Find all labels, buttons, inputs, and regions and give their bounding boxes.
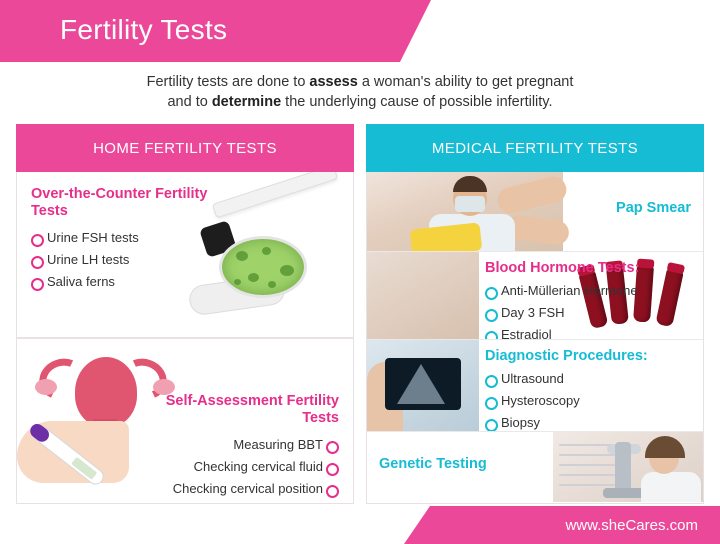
intro-emphasis-assess: assess — [309, 74, 358, 90]
row-blood-hormone-tests — [367, 252, 703, 340]
list-item: Saliva ferns — [31, 272, 211, 291]
column-header-medical: MEDICAL FERTILITY TESTS — [366, 124, 704, 172]
pap-smear-photo — [367, 172, 563, 251]
microscope-icon — [615, 442, 631, 494]
blood-hormone-list — [485, 281, 639, 340]
intro-line-2-part-1: and to — [167, 94, 212, 110]
list-item: Measuring BBT — [139, 435, 339, 454]
ovary-left-icon — [35, 379, 57, 395]
page-footer — [0, 506, 720, 544]
otc-list — [31, 228, 211, 291]
content-columns — [16, 124, 704, 504]
face-mask-icon — [455, 196, 485, 212]
test-stick-icon — [212, 172, 338, 218]
section-self-assessment — [16, 338, 354, 504]
diagnostic-heading: Diagnostic Procedures: — [485, 348, 648, 364]
column-medical-fertility-tests — [366, 124, 704, 504]
list-item: Urine LH tests — [31, 250, 211, 269]
intro-line-1-part-1: Fertility tests are done to — [146, 74, 310, 90]
column-home-fertility-tests — [16, 124, 354, 504]
genetic-testing-text-block — [379, 456, 487, 473]
list-item: Checking cervical position — [139, 479, 339, 498]
otc-text-block — [31, 186, 211, 291]
medical-panel — [366, 172, 704, 504]
row-pap-smear — [367, 172, 703, 252]
list-item: Checking cervical fluid — [139, 457, 339, 476]
blood-test-photo — [367, 252, 479, 339]
footer-website-url[interactable]: www.sheCares.com — [565, 517, 698, 534]
list-item: Ultrasound — [485, 369, 648, 388]
list-item: Day 3 FSH — [485, 303, 639, 322]
intro-text — [0, 72, 720, 112]
petri-dish-icon — [219, 236, 307, 298]
row-diagnostic-procedures — [367, 340, 703, 432]
diagnostic-list — [485, 369, 648, 432]
intro-line-1-part-3: a woman's ability to get pregnant — [357, 74, 574, 90]
page-header — [0, 0, 720, 62]
pap-smear-heading: Pap Smear — [616, 200, 691, 216]
list-item: Anti-Müllerian Hormone — [485, 281, 639, 300]
blood-hormone-heading: Blood Hormone Tests: — [485, 260, 640, 276]
genetic-testing-heading: Genetic Testing — [379, 456, 487, 472]
self-assessment-list — [139, 435, 339, 498]
diagnostic-text-block — [485, 348, 648, 432]
section-over-the-counter — [16, 172, 354, 338]
intro-line-2 — [0, 92, 720, 112]
ultrasound-photo — [367, 340, 479, 431]
otc-heading: Over-the-Counter Fertility Tests — [31, 186, 208, 219]
genetics-photo — [553, 432, 703, 502]
blood-hormone-text-block — [485, 260, 639, 340]
intro-line-2-part-3: the underlying cause of possible infertility. — [281, 94, 553, 110]
list-item: Hysteroscopy — [485, 391, 648, 410]
list-item: Estradiol — [485, 325, 639, 340]
intro-line-1 — [0, 72, 720, 92]
row-genetic-testing — [367, 432, 703, 502]
intro-emphasis-determine: determine — [211, 94, 282, 110]
uterus-icon — [75, 357, 137, 427]
list-item: Urine FSH tests — [31, 228, 211, 247]
self-assessment-text-block — [139, 393, 339, 498]
page-title: Fertility Tests — [60, 14, 228, 45]
self-assessment-heading: Self-Assessment Fertility Tests — [165, 393, 339, 426]
column-header-home: HOME FERTILITY TESTS — [16, 124, 354, 172]
list-item: Biopsy — [485, 413, 648, 432]
